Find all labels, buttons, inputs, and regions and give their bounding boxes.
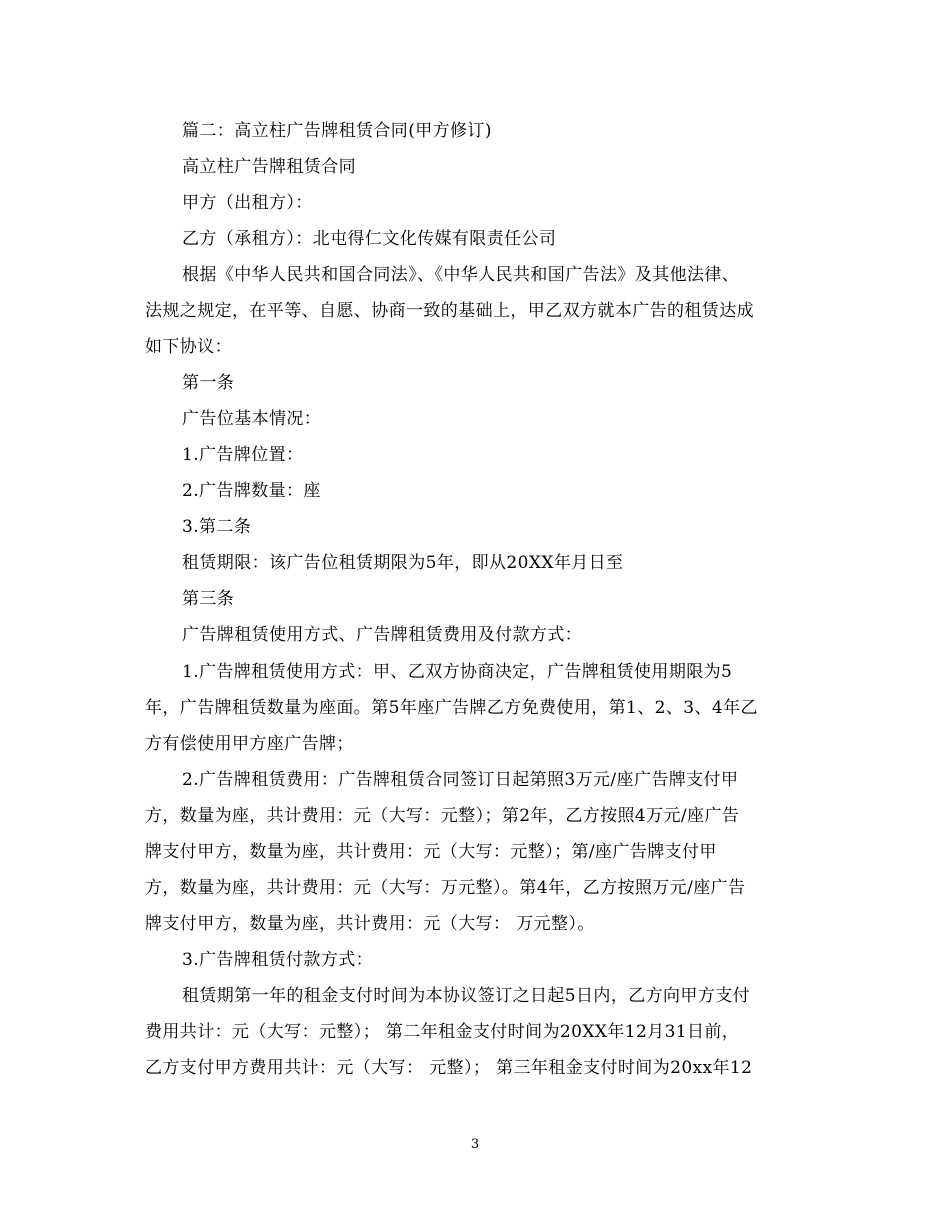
- text-line: 租赁期限：该广告位租赁期限为5年，即从20XX年月日至: [182, 553, 624, 573]
- text-line: 广告牌租赁使用方式、广告牌租赁费用及付款方式：: [182, 625, 583, 645]
- text-line: 牌支付甲方，数量为座，共计费用：元（大写：元整）；第/座广告牌支付甲: [145, 842, 717, 862]
- text-line: 牌支付甲方，数量为座，共计费用：元（大写： 万元整）。: [145, 914, 595, 934]
- text-line: 方，数量为座，共计费用：元（大写：万元整）。第4年，乙方按照万元/座广告: [145, 878, 746, 898]
- text-line: 根据《中华人民共和国合同法》、《中华人民共和国广告法》及其他法律、: [182, 265, 740, 285]
- page-number: 3: [470, 1137, 480, 1152]
- text-line: 法规之规定，在平等、自愿、协商一致的基础上，甲乙双方就本广告的租赁达成: [145, 301, 754, 321]
- text-line: 广告位基本情况：: [182, 409, 322, 429]
- article-heading: 第三条: [182, 589, 235, 609]
- text-line: 3.广告牌租赁付款方式：: [182, 950, 374, 970]
- party-a-line: 甲方（出租方）：: [182, 193, 313, 213]
- text-line: 方有偿使用甲方座广告牌；: [145, 734, 354, 754]
- text-line: 费用共计：元（大写：元整）； 第二年租金支付时间为20XX年12月31日前，: [145, 1022, 740, 1042]
- text-line: 乙方支付甲方费用共计：元（大写： 元整）； 第三年租金支付时间为20xx年12: [145, 1058, 753, 1078]
- text-line: 如下协议：: [145, 337, 232, 357]
- article-heading: 第一条: [182, 373, 235, 393]
- text-line: 1.广告牌租赁使用方式：甲、乙双方协商决定，广告牌租赁使用期限为5: [182, 662, 733, 682]
- section-heading: 篇二：高立柱广告牌租赁合同(甲方修订): [182, 121, 492, 141]
- article-heading: 3.第二条: [182, 517, 252, 537]
- contract-title: 高立柱广告牌租赁合同: [182, 157, 356, 177]
- text-line: 2.广告牌数量：座: [182, 481, 321, 501]
- text-line: 租赁期第一年的租金支付时间为本协议签订之日起5日内，乙方向甲方支付: [182, 986, 751, 1006]
- text-line: 方，数量为座，共计费用：元（大写：元整）；第2年，乙方按照4万元/座广告: [145, 806, 740, 826]
- party-b-line: 乙方（承租方）：北屯得仁文化传媒有限责任公司: [182, 229, 557, 249]
- text-line: 2.广告牌租赁费用：广告牌租赁合同签订日起第照3万元/座广告牌支付甲: [182, 770, 739, 790]
- text-line: 年，广告牌租赁数量为座面。第5年座广告牌乙方免费使用，第1、2、3、4年乙: [145, 698, 758, 718]
- text-line: 1.广告牌位置：: [182, 445, 304, 465]
